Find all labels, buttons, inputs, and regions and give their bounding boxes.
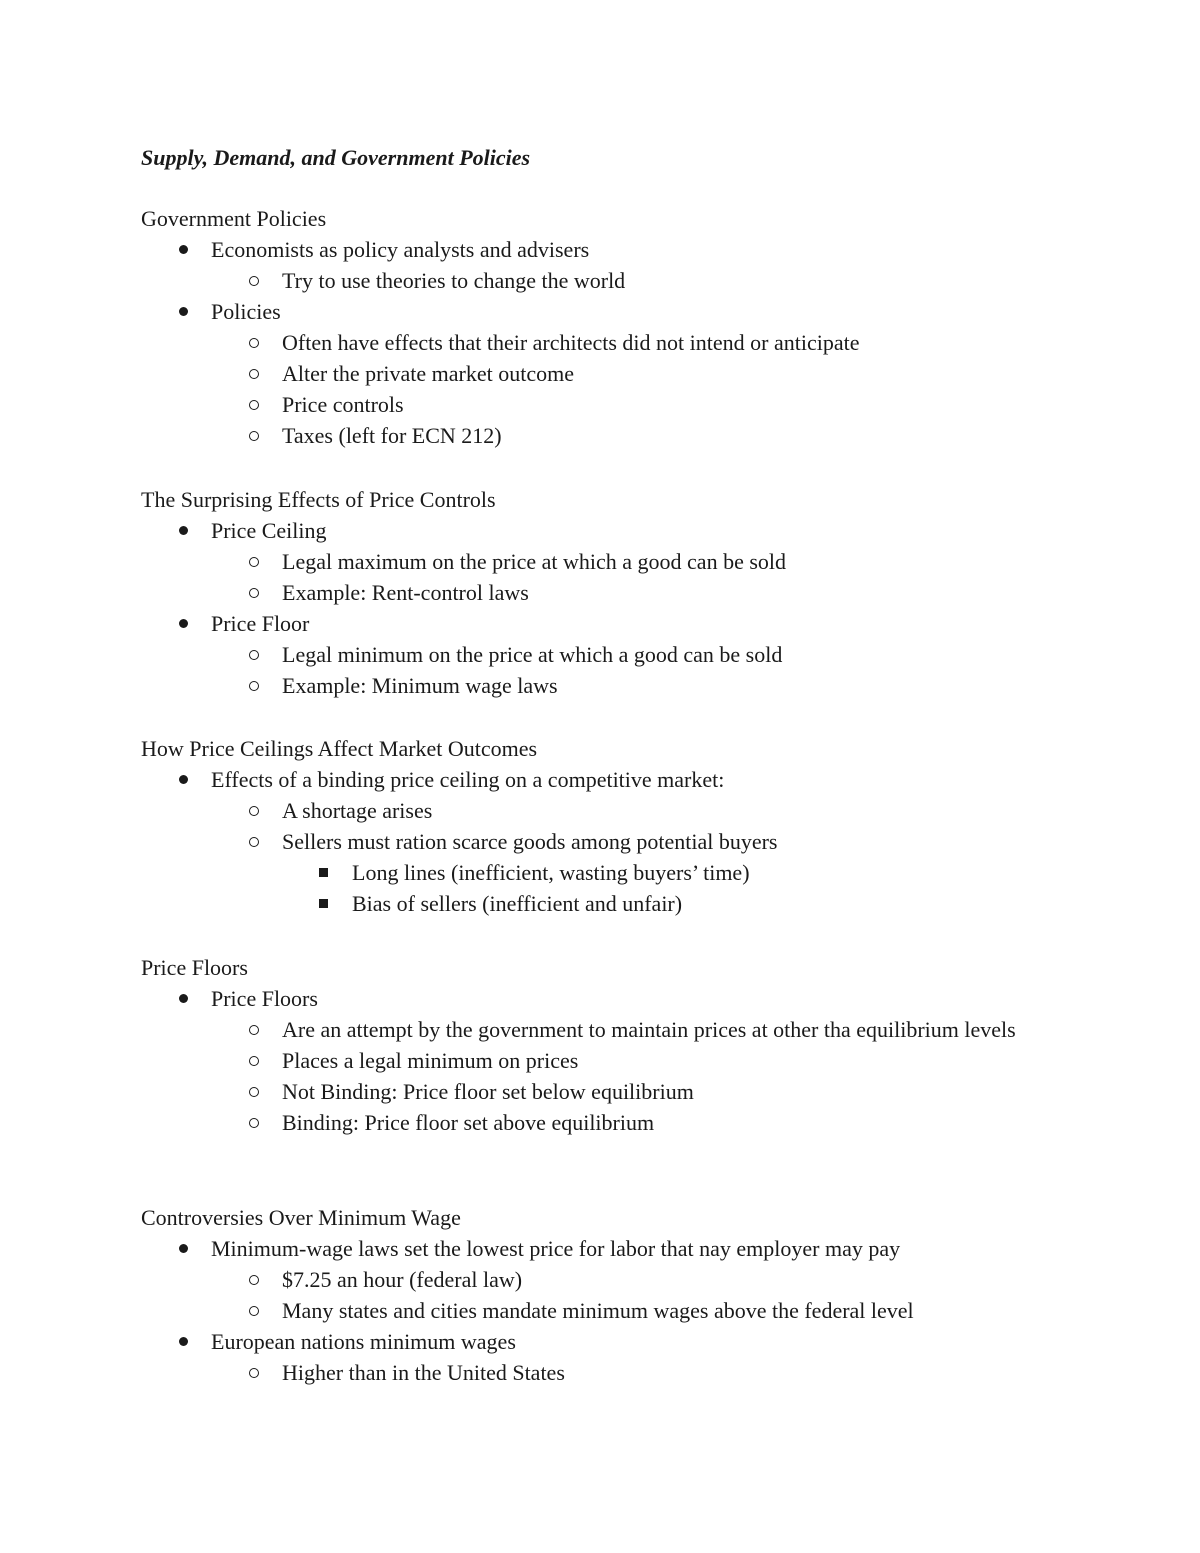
hollow-bullet-icon — [249, 670, 259, 701]
bullet-icon — [179, 1233, 188, 1264]
hollow-bullet-icon — [249, 1295, 259, 1326]
hollow-bullet-icon — [249, 358, 259, 389]
document-title: Supply, Demand, and Government Policies — [141, 145, 531, 170]
hollow-bullet-icon — [249, 795, 259, 826]
hollow-bullet-icon — [249, 389, 259, 420]
list-item: Try to use theories to change the world — [141, 265, 1041, 296]
section-price-ceilings — [141, 733, 1041, 919]
list-item: Example: Rent-control laws — [141, 577, 1041, 608]
list-item: Many states and cities mandate minimum wages above the federal level — [141, 1295, 1041, 1326]
section-heading: How Price Ceilings Affect Market Outcomes — [141, 736, 538, 761]
list-item: Legal maximum on the price at which a good can be sold — [141, 546, 1041, 577]
hollow-bullet-icon — [249, 1076, 259, 1107]
bullet-icon — [179, 234, 188, 265]
hollow-bullet-icon — [249, 826, 259, 857]
hollow-bullet-icon — [249, 577, 259, 608]
list-item: Legal minimum on the price at which a good can be sold — [141, 639, 1041, 670]
section-government-policies — [141, 203, 1041, 451]
hollow-bullet-icon — [249, 1107, 259, 1138]
section-price-floors — [141, 952, 1041, 1138]
list-item: Bias of sellers (inefficient and unfair) — [141, 888, 1041, 919]
section-heading: Price Floors — [141, 955, 248, 980]
list-item: Price Floor — [141, 608, 1041, 639]
bullet-icon — [179, 1326, 188, 1357]
hollow-bullet-icon — [249, 420, 259, 451]
list-item: Not Binding: Price floor set below equilibrium — [141, 1076, 1041, 1107]
square-bullet-icon — [319, 888, 328, 919]
section-heading: Controversies Over Minimum Wage — [141, 1205, 461, 1230]
list-item: Sellers must ration scarce goods among potential buyers — [141, 826, 1041, 857]
bullet-icon — [179, 608, 188, 639]
list-item: Taxes (left for ECN 212) — [141, 420, 1041, 451]
hollow-bullet-icon — [249, 1264, 259, 1295]
section-heading: Government Policies — [141, 206, 327, 231]
list-item: Economists as policy analysts and advisers — [141, 234, 1041, 265]
bullet-icon — [179, 296, 188, 327]
square-bullet-icon — [319, 857, 328, 888]
hollow-bullet-icon — [249, 639, 259, 670]
list-item: Price Floors — [141, 983, 1041, 1014]
section-price-controls — [141, 484, 1041, 701]
hollow-bullet-icon — [249, 327, 259, 358]
list-item: Places a legal minimum on prices — [141, 1045, 1041, 1076]
section-heading: The Surprising Effects of Price Controls — [141, 487, 496, 512]
list-item: Are an attempt by the government to maintain prices at other tha equilibrium levels — [141, 1014, 1152, 1045]
list-item: A shortage arises — [141, 795, 1041, 826]
list-item: Long lines (inefficient, wasting buyers’ time) — [141, 857, 1041, 888]
bullet-icon — [179, 515, 188, 546]
hollow-bullet-icon — [249, 1357, 259, 1388]
list-item: European nations minimum wages — [141, 1326, 1041, 1357]
list-item: Often have effects that their architects did not intend or anticipate — [141, 327, 1041, 358]
section-minimum-wage — [141, 1202, 1041, 1388]
hollow-bullet-icon — [249, 546, 259, 577]
list-item: Binding: Price floor set above equilibrium — [141, 1107, 1041, 1138]
bullet-icon — [179, 983, 188, 1014]
list-item: Policies — [141, 296, 1041, 327]
list-item: Minimum-wage laws set the lowest price for labor that nay employer may pay — [141, 1233, 1041, 1264]
list-item: Effects of a binding price ceiling on a competitive market: — [141, 764, 1041, 795]
hollow-bullet-icon — [249, 1014, 259, 1045]
list-item: Price controls — [141, 389, 1041, 420]
list-item: Price Ceiling — [141, 515, 1041, 546]
hollow-bullet-icon — [249, 1045, 259, 1076]
bullet-icon — [179, 764, 188, 795]
hollow-bullet-icon — [249, 265, 259, 296]
list-item: Alter the private market outcome — [141, 358, 1041, 389]
list-item: $7.25 an hour (federal law) — [141, 1264, 1041, 1295]
list-item: Higher than in the United States — [141, 1357, 1041, 1388]
list-item: Example: Minimum wage laws — [141, 670, 1041, 701]
